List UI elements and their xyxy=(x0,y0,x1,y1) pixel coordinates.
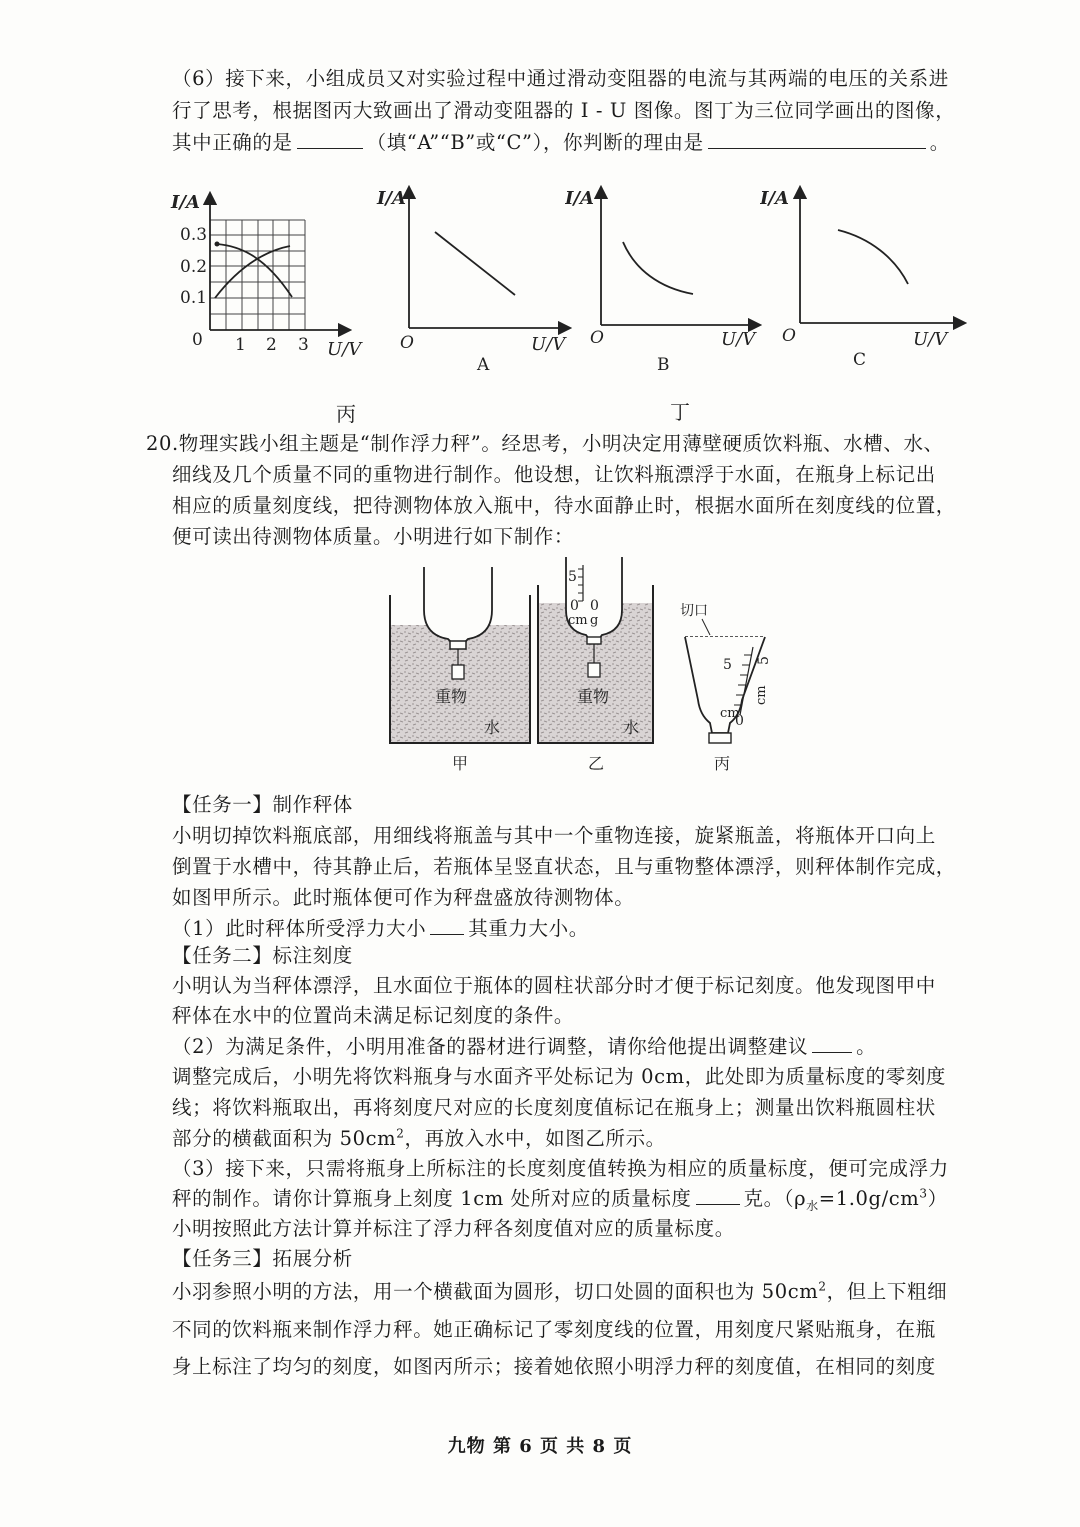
graph-bing-grid xyxy=(210,220,305,330)
task2-q3-sub: 水 xyxy=(806,1198,819,1213)
task3-l1-a: 小羽参照小明的方法，用一个横截面为圆形，切口处圆的面积也为 50cm xyxy=(172,1280,819,1303)
task2-q3-line2 xyxy=(172,1183,948,1214)
graph-c-label: C xyxy=(853,350,867,370)
task3-l1-b: ，但上下粗细 xyxy=(826,1280,948,1303)
task2-q3-a: 秤的制作。请你计算瓶身上刻度 1cm 处所对应的质量标度 xyxy=(172,1187,692,1210)
jia-weight-label: 重物 xyxy=(435,687,468,706)
graph-bing-xlabel: U/V xyxy=(327,339,362,360)
figure-float-scale xyxy=(380,555,800,780)
graph-bing-origin: 0 xyxy=(192,330,203,350)
task1-line3: 如图甲所示。此时瓶体便可作为秤盘盛放待测物体。 xyxy=(172,886,635,909)
graph-c-origin: O xyxy=(782,326,796,346)
graph-bing-ytick-2: 0.2 xyxy=(180,257,208,277)
graph-bing-point xyxy=(215,242,220,247)
task1-title: 【任务一】制作秤体 xyxy=(172,793,353,816)
caption-bing: 丙 xyxy=(336,402,356,426)
graph-b-ylabel: I/A xyxy=(565,188,594,209)
graph-b-label: B xyxy=(657,355,670,375)
answer-blank-choice[interactable] xyxy=(297,147,363,149)
task2-q3-b: 克。（ρ xyxy=(743,1187,807,1210)
page-footer: 九物 第 6 页 共 8 页 xyxy=(447,1436,633,1457)
q19-part6-line2: 行了思考，根据图丙大致画出了滑动变阻器的 I - U 图像。图丁为三位同学画出的图像， xyxy=(172,99,956,122)
task1-line1: 小明切掉饮料瓶底部，用细线将瓶盖与其中一个重物连接，旋紧瓶盖，将瓶体开口向上 xyxy=(172,824,936,847)
graph-bing xyxy=(165,180,375,360)
graph-b-origin: O xyxy=(590,328,604,348)
task3-title: 【任务三】拓展分析 xyxy=(172,1247,353,1270)
graph-a-origin: O xyxy=(400,333,414,353)
bing-unit-right: cm xyxy=(754,685,769,705)
yi-scale-top: 5 xyxy=(568,569,577,585)
task2-q3-line1: （3）接下来，只需将瓶身上所标注的长度刻度值转换为相应的质量标度，便可完成浮力 xyxy=(172,1157,949,1180)
graph-bing-ylabel: I/A xyxy=(171,192,200,213)
task2-q2-a: （2）为满足条件，小明用准备的器材进行调整，请你给他提出调整建议 xyxy=(172,1035,809,1058)
task2-q3-d: ） xyxy=(927,1187,948,1210)
graph-bing-xtick-1: 1 xyxy=(235,335,246,355)
task3-line3: 身上标注了均匀的刻度，如图丙所示；接着她依照小明浮力秤的刻度值，在相同的刻度 xyxy=(172,1355,936,1378)
q20-intro-1: 20.物理实践小组主题是“制作浮力秤”。经思考，小明决定用薄壁硬质饮料瓶、水槽、水、 xyxy=(146,432,944,455)
task2-area-b: ，再放入水中，如图乙所示。 xyxy=(404,1127,666,1150)
graph-bing-ytick-1: 0.3 xyxy=(180,225,208,245)
graph-a-label: A xyxy=(477,355,490,375)
q20-intro-3: 相应的质量刻度线，把待测物体放入瓶中，待水面静止时，根据水面所在刻度线的位置， xyxy=(172,494,956,517)
bing-cut-label: 切口 xyxy=(680,603,708,619)
graph-a-ylabel: I/A xyxy=(377,188,406,209)
task2-q3-line3: 小明按照此方法计算并标注了浮力秤各刻度值对应的质量标度。 xyxy=(172,1217,735,1240)
task1-q1-a: （1）此时秤体所受浮力大小 xyxy=(172,917,427,940)
task2-q2 xyxy=(172,1031,876,1059)
graph-b-xlabel: U/V xyxy=(721,329,756,350)
task2-after2: 线；将饮料瓶取出，再将刻度尺对应的长度刻度值标记在瓶身上；测量出饮料瓶圆柱状 xyxy=(172,1096,936,1119)
q20-intro-2: 细线及几个质量不同的重物进行制作。他设想，让饮料瓶漂浮于水面，在瓶身上标记出 xyxy=(172,463,936,486)
graph-b-curve xyxy=(623,242,693,294)
graph-b xyxy=(565,180,765,380)
yi-water-label: 水 xyxy=(623,718,640,737)
graph-a xyxy=(375,180,575,380)
task1-q1 xyxy=(172,913,589,941)
q19-part6-line3-a: 其中正确的是 xyxy=(172,131,293,154)
task2-q3-sup: 3 xyxy=(919,1186,928,1201)
task2-title: 【任务二】标注刻度 xyxy=(172,944,353,967)
jia-weight-block xyxy=(452,665,464,679)
jia-cap xyxy=(450,641,466,649)
graph-c-xlabel: U/V xyxy=(913,329,948,350)
caption-ding: 丁 xyxy=(670,400,690,424)
bing-unit-left: cm xyxy=(720,706,740,721)
graph-bing-xtick-3: 3 xyxy=(298,335,309,355)
task1-line2: 倒置于水槽中，待其静止后，若瓶体呈竖直状态，且与重物整体漂浮，则秤体制作完成， xyxy=(172,855,956,878)
task2-line1: 小明认为当秤体漂浮，且水面位于瓶体的圆柱状部分时才便于标记刻度。他发现图甲中 xyxy=(172,974,936,997)
graph-c-ylabel: I/A xyxy=(760,188,789,209)
task2-q3-c: =1.0g/cm xyxy=(818,1187,920,1210)
q19-part6-line3-c: 。 xyxy=(929,131,950,154)
answer-blank-q3[interactable] xyxy=(696,1203,740,1205)
task2-area-line xyxy=(172,1123,666,1151)
answer-blank-q2[interactable] xyxy=(812,1051,852,1053)
task3-line2: 不同的饮料瓶来制作浮力秤。她正确标记了零刻度线的位置，用刻度尺紧贴瓶身，在瓶 xyxy=(172,1318,936,1341)
task2-q2-b: 。 xyxy=(856,1035,877,1058)
answer-blank-q1[interactable] xyxy=(430,933,464,935)
task2-area-sup: 2 xyxy=(396,1126,405,1141)
caption-jia: 甲 xyxy=(452,754,469,773)
task2-after1: 调整完成后，小明先将饮料瓶身与水面齐平处标记为 0cm，此处即为质量标度的零刻度 xyxy=(172,1065,947,1088)
task2-area-a: 部分的横截面积为 50cm xyxy=(172,1127,397,1150)
q19-part6-line1: （6）接下来，小组成员又对实验过程中通过滑动变阻器的电流与其两端的电压的关系进 xyxy=(172,67,949,90)
jia-water-label: 水 xyxy=(484,718,501,737)
graph-bing-curve-rheostat xyxy=(217,244,292,297)
graph-bing-ytick-3: 0.1 xyxy=(180,288,208,308)
caption-bing-bottle: 丙 xyxy=(714,754,731,773)
graph-a-xlabel: U/V xyxy=(531,334,566,355)
task1-q1-b: 其重力大小。 xyxy=(468,917,589,940)
bing-zero: 0 xyxy=(735,713,744,729)
graph-c xyxy=(760,180,970,380)
graph-c-curve xyxy=(838,230,908,284)
yi-scale-zero-b: 0 xyxy=(590,598,599,614)
yi-unit-a: cm xyxy=(568,613,588,628)
bing-five-right: 5 xyxy=(756,656,772,665)
task2-line2: 秤体在水中的位置尚未满足标记刻度的条件。 xyxy=(172,1004,575,1027)
q19-part6-line3 xyxy=(172,127,950,155)
figure-bing-bottle xyxy=(680,603,772,773)
figure-jia xyxy=(390,567,530,773)
yi-unit-b: g xyxy=(590,613,599,628)
q19-part6-line3-b: （填“A”“B”或“C”），你判断的理由是 xyxy=(366,131,704,154)
task3-line1 xyxy=(172,1276,947,1304)
yi-scale-zero-a: 0 xyxy=(570,598,579,614)
task3-l1-sup: 2 xyxy=(818,1279,827,1294)
jia-bottle xyxy=(424,567,492,643)
caption-yi: 乙 xyxy=(588,754,605,773)
answer-blank-reason[interactable] xyxy=(708,147,926,149)
graph-bing-xtick-2: 2 xyxy=(266,335,277,355)
figure-yi xyxy=(538,557,653,773)
yi-weight-label: 重物 xyxy=(577,687,610,706)
graph-a-line xyxy=(435,232,515,295)
q20-intro-4: 便可读出待测物体质量。小明进行如下制作： xyxy=(172,525,575,548)
bing-five-left: 5 xyxy=(723,657,732,673)
